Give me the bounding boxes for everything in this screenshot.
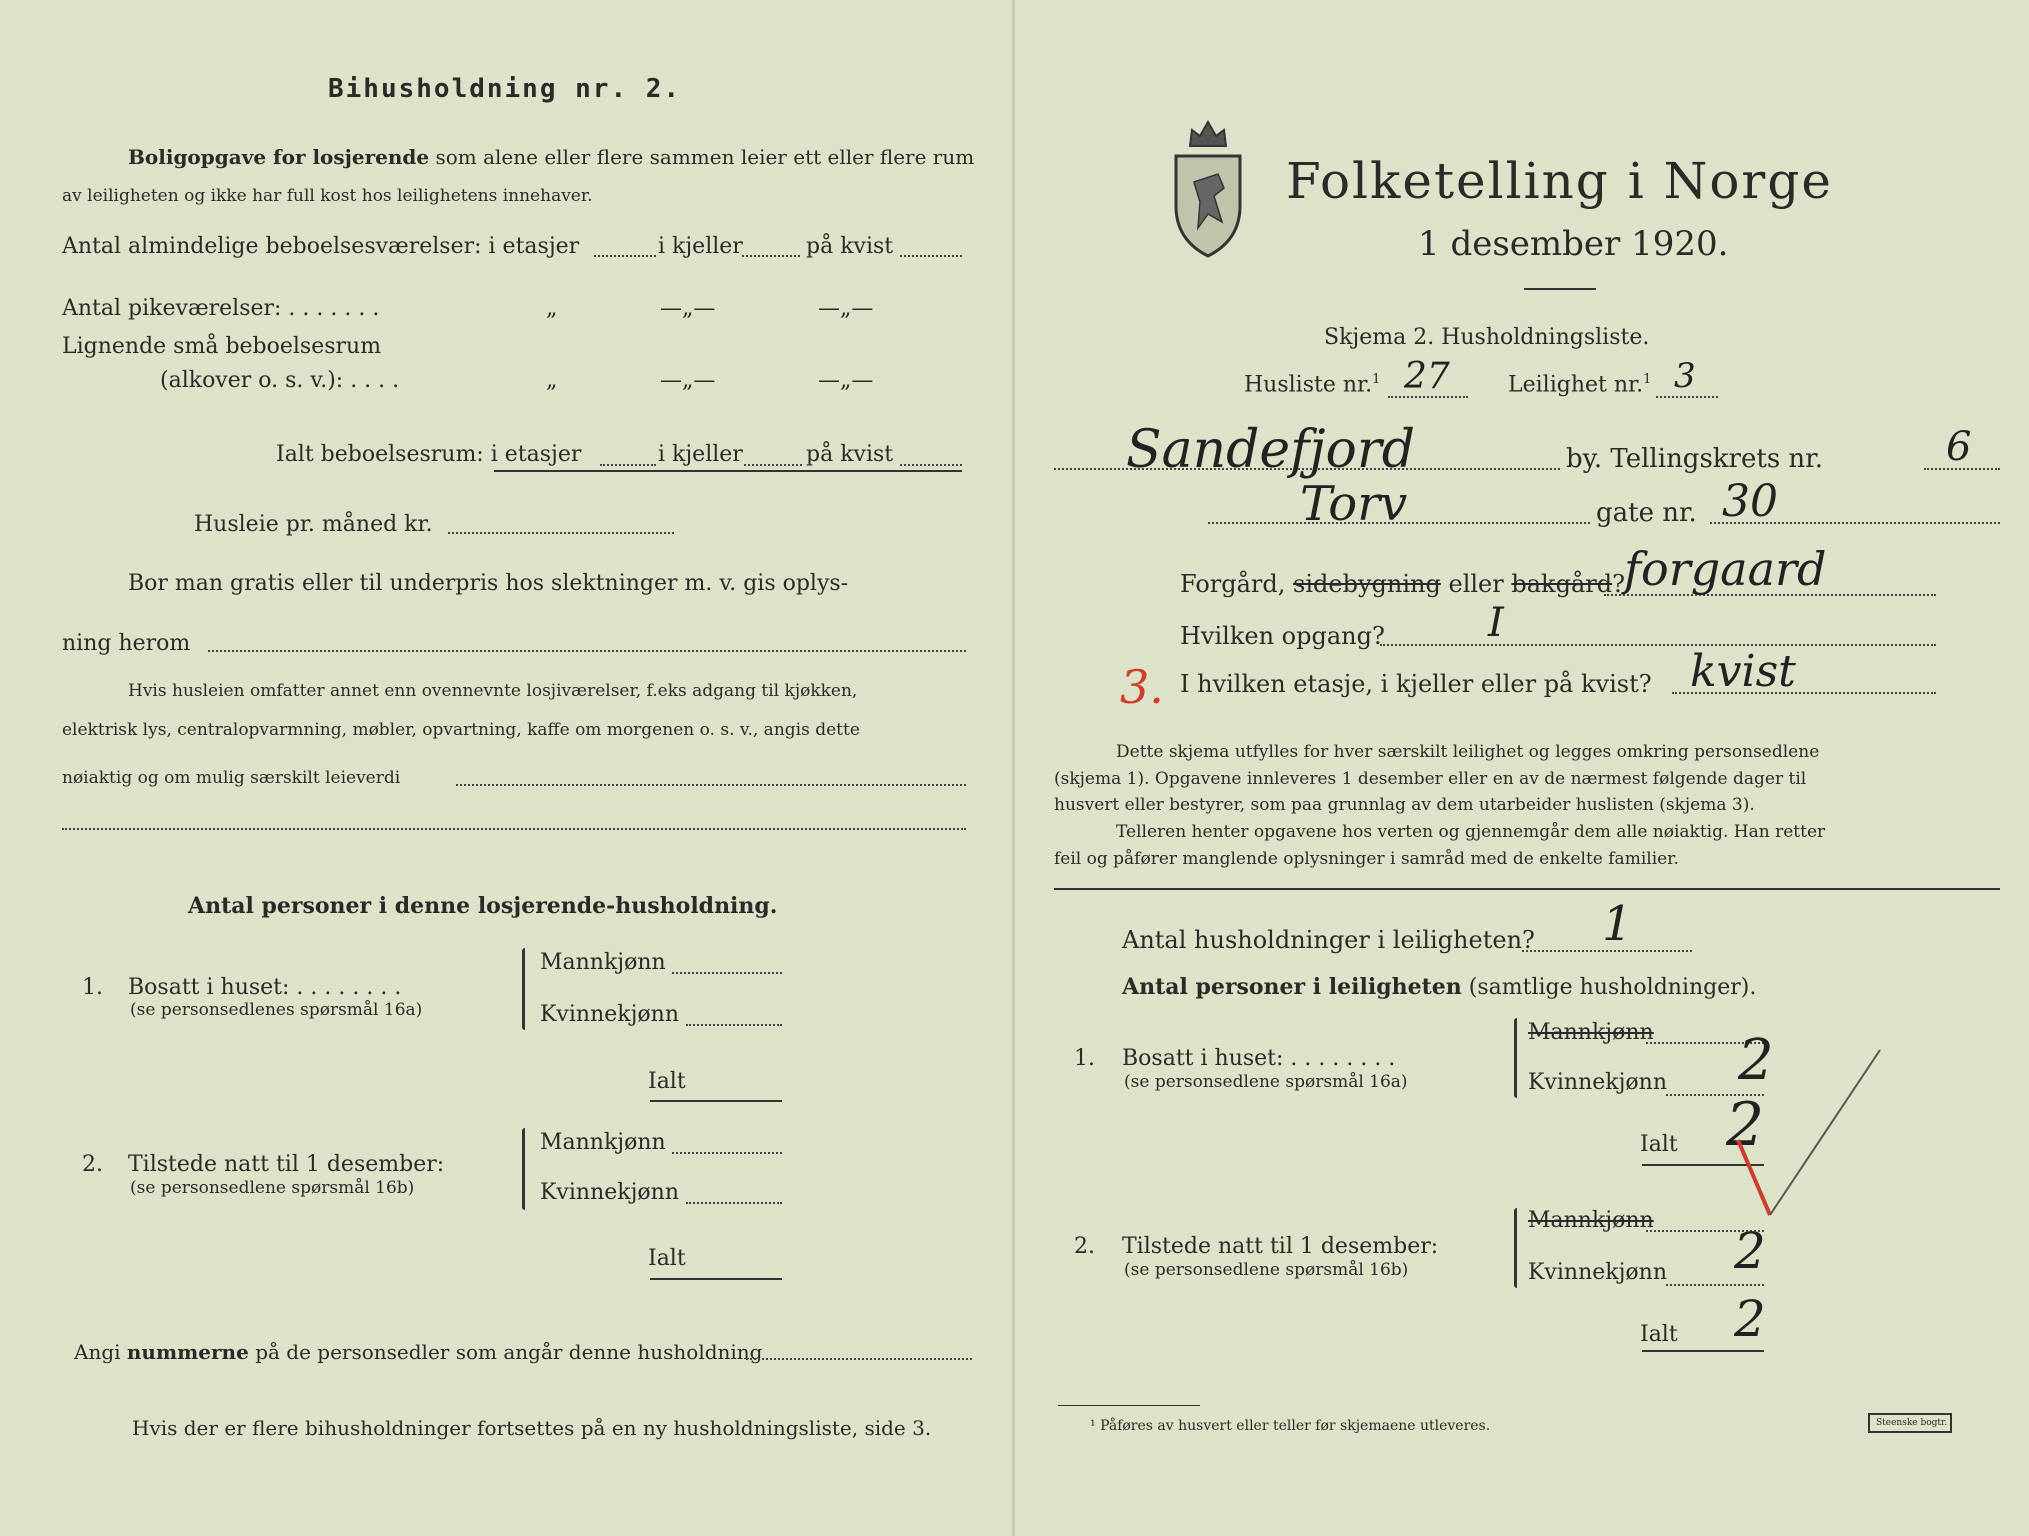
right-q1-kvinne-value: 2 (1738, 1028, 1774, 1093)
coat-of-arms-icon (1168, 110, 1248, 260)
alkover-ditto-3: —„— (818, 368, 874, 393)
right-q2-brace (1514, 1208, 1517, 1288)
husleie-label: Husleie pr. måned kr. (194, 512, 433, 537)
note-line-1: Hvis husleien omfatter annet enn ovennevnte losjiværelser, f.eks adgang til kjøkken, (128, 681, 858, 701)
ialt-kvist-label: på kvist (806, 442, 894, 467)
right-q2-ialt-field[interactable] (1642, 1350, 1764, 1352)
husholdninger-value: 1 (1602, 896, 1633, 952)
right-q2-kvinne-field[interactable] (1666, 1284, 1764, 1286)
left-q1-sub: (se personsedlenes spørsmål 16a) (130, 1000, 423, 1020)
ialt-etasjer-field[interactable] (600, 464, 656, 466)
etasje-margin-note: 3. (1120, 660, 1164, 714)
right-persons-heading: Antal personer i leiligheten (samtlige husholdninger). (1122, 974, 1757, 1000)
etasje-value: kvist (1690, 646, 1796, 697)
instr-rule (1054, 888, 2000, 890)
instr-line-2: (skjema 1). Opgavene innleveres 1 desember eller en av de nærmest følgende dager til (1054, 769, 1807, 789)
gratis-line-1: Bor man gratis eller til underpris hos slektninger m. v. gis oplys- (128, 571, 849, 596)
left-q2-brace (522, 1128, 525, 1210)
left-q2-num: 2. (82, 1152, 103, 1177)
right-q1-label: Bosatt i huset: . . . . . . . . (1122, 1046, 1396, 1071)
right-title: Folketelling i Norge (1286, 152, 1833, 210)
intro-line-1: Boligopgave for losjerende som alene eller flere sammen leier ett eller flere rum (128, 145, 975, 169)
pike-label: Antal pikeværelser: . . . . . . . (62, 296, 380, 321)
note-line-3: nøiaktig og om mulig særskilt leieverdi (62, 768, 401, 788)
right-page (1010, 0, 2029, 1536)
pike-ditto-3: —„— (818, 296, 874, 321)
opgang-value: I (1488, 600, 1504, 646)
husliste-label: Husliste nr.$^1$ (1244, 372, 1381, 398)
forgaard-value: forgaard (1624, 542, 1827, 596)
intro-line-2: av leiligheten og ikke har full kost hos leilighetens innehaver. (62, 186, 593, 206)
angi-line: Angi nummerne på de personsedler som angår denne husholdning (74, 1340, 763, 1364)
forgaard-label: Forgård, sidebygning eller bakgård? (1180, 570, 1625, 598)
footnote: ¹ Påføres av husvert eller teller før skjemaene utleveres. (1090, 1418, 1491, 1434)
husliste-value: 27 (1404, 356, 1450, 397)
left-persons-heading: Antal personer i denne losjerende-husholdning. (188, 893, 778, 919)
left-q1-kvinne-label: Kvinnekjønn (540, 1002, 679, 1027)
gate-value: 30 (1722, 476, 1778, 527)
left-title: Bihusholdning nr. 2. (328, 74, 682, 104)
alkover-ditto-2: —„— (660, 368, 716, 393)
left-q1-brace (522, 948, 525, 1030)
leilighet-value: 3 (1674, 356, 1696, 396)
city-value: Sandefjord (1126, 420, 1415, 480)
husholdninger-label: Antal husholdninger i leiligheten? (1122, 926, 1535, 954)
ialt-underline (494, 470, 962, 472)
gratis-line-2: ning herom (62, 631, 191, 656)
left-q2-kvinne-label: Kvinnekjønn (540, 1180, 679, 1205)
gratis-field[interactable] (208, 650, 966, 652)
right-q2-num: 2. (1074, 1234, 1095, 1259)
right-q1-ialt-label: Ialt (1640, 1132, 1678, 1157)
left-q1-kvinne-field[interactable] (686, 1024, 782, 1026)
instr-line-4: Telleren henter opgavene hos verten og gjennemgår dem alle nøiaktig. Han retter (1116, 822, 1826, 842)
leilighet-label: Leilighet nr.$^1$ (1508, 372, 1652, 398)
rooms-kvist-label: på kvist (806, 234, 894, 259)
ialt-kjeller-label: i kjeller (658, 442, 743, 467)
left-q1-mann-field[interactable] (672, 972, 782, 974)
small-rooms-label: Lignende små beboelsesrum (62, 334, 382, 359)
instr-line-3: husvert eller bestyrer, som paa grunnlag av dem utarbeider huslisten (skjema 3). (1054, 795, 1755, 815)
pike-ditto-1: „ (546, 296, 558, 321)
right-q2-ialt-value: 2 (1734, 1290, 1766, 1348)
rooms-etasjer-field[interactable] (594, 255, 656, 257)
rooms-kjeller-field[interactable] (742, 255, 800, 257)
left-q1-ialt-label: Ialt (648, 1069, 686, 1094)
note-line-2: elektrisk lys, centralopvarmning, møbler, opvartning, kaffe om morgenen o. s. v., angis dette (62, 720, 860, 740)
right-q1-brace (1514, 1018, 1517, 1098)
right-q2-mann-label: Mannkjønn (1528, 1208, 1654, 1233)
note-field-2[interactable] (62, 828, 966, 830)
right-q1-num: 1. (1074, 1046, 1095, 1071)
husleie-field[interactable] (448, 532, 674, 534)
left-q2-ialt-label: Ialt (648, 1246, 686, 1271)
left-q2-label: Tilstede natt til 1 desember: (128, 1152, 445, 1177)
opgang-field[interactable] (1380, 644, 1936, 646)
street-value: Torv (1300, 476, 1408, 532)
skjema-label: Skjema 2. Husholdningsliste. (1324, 325, 1650, 350)
angi-field[interactable] (746, 1358, 972, 1360)
right-q2-kvinne-label: Kvinnekjønn (1528, 1260, 1667, 1285)
ialt-kvist-field[interactable] (900, 464, 962, 466)
by-krets-label: by. Tellingskrets nr. (1566, 444, 1824, 474)
left-q2-mann-field[interactable] (672, 1152, 782, 1154)
ialt-rooms-label: Ialt beboelsesrum: i etasjer (276, 442, 582, 467)
pike-ditto-2: —„— (660, 296, 716, 321)
alkover-ditto-1: „ (546, 368, 558, 393)
rooms-kjeller-label: i kjeller (658, 234, 743, 259)
left-footer: Hvis der er flere bihusholdninger fortsettes på en ny husholdningsliste, side 3. (132, 1416, 932, 1440)
rooms-kvist-field[interactable] (900, 255, 962, 257)
rooms-label: Antal almindelige beboelsesværelser: i etasjer (62, 234, 580, 259)
alkover-label: (alkover o. s. v.): . . . . (160, 368, 400, 393)
title-rule (1524, 288, 1596, 290)
footnote-rule (1058, 1405, 1200, 1406)
right-q1-kvinne-label: Kvinnekjønn (1528, 1070, 1667, 1095)
left-q1-mann-label: Mannkjønn (540, 950, 666, 975)
left-q2-ialt-field[interactable] (650, 1278, 782, 1280)
left-q2-sub: (se personsedlene spørsmål 16b) (130, 1178, 415, 1198)
right-date: 1 desember 1920. (1418, 224, 1729, 264)
left-q2-kvinne-field[interactable] (686, 1202, 782, 1204)
left-q2-mann-label: Mannkjønn (540, 1130, 666, 1155)
gate-label: gate nr. (1596, 498, 1697, 528)
leilighet-field[interactable] (1656, 396, 1718, 398)
right-q2-label: Tilstede natt til 1 desember: (1122, 1234, 1439, 1259)
krets-value: 6 (1946, 424, 1972, 470)
right-q2-kvinne-value: 2 (1734, 1222, 1766, 1280)
left-q1-ialt-field[interactable] (650, 1100, 782, 1102)
left-q1-num: 1. (82, 975, 103, 1000)
right-q2-sub: (se personsedlene spørsmål 16b) (1124, 1260, 1409, 1280)
printer-stamp: Steenske bogtr. (1868, 1413, 1952, 1433)
instr-line-1: Dette skjema utfylles for hver særskilt leilighet og legges omkring personsedlene (1116, 742, 1820, 762)
right-q1-mann-label: Mannkjønn (1528, 1020, 1654, 1045)
instr-line-5: feil og påfører manglende oplysninger i samråd med de enkelte familier. (1054, 849, 1679, 869)
right-q1-ialt-value: 2 (1726, 1090, 1765, 1160)
left-page (0, 0, 1010, 1536)
right-q2-ialt-label: Ialt (1640, 1322, 1678, 1347)
right-q1-sub: (se personsedlene spørsmål 16a) (1124, 1072, 1408, 1092)
ialt-kjeller-field[interactable] (744, 464, 802, 466)
left-q1-label: Bosatt i huset: . . . . . . . . (128, 975, 402, 1000)
note-field[interactable] (456, 784, 966, 786)
check-mark-icon (1730, 1040, 1890, 1220)
opgang-label: Hvilken opgang? (1180, 622, 1385, 650)
etasje-label: I hvilken etasje, i kjeller eller på kvist? (1180, 670, 1652, 698)
